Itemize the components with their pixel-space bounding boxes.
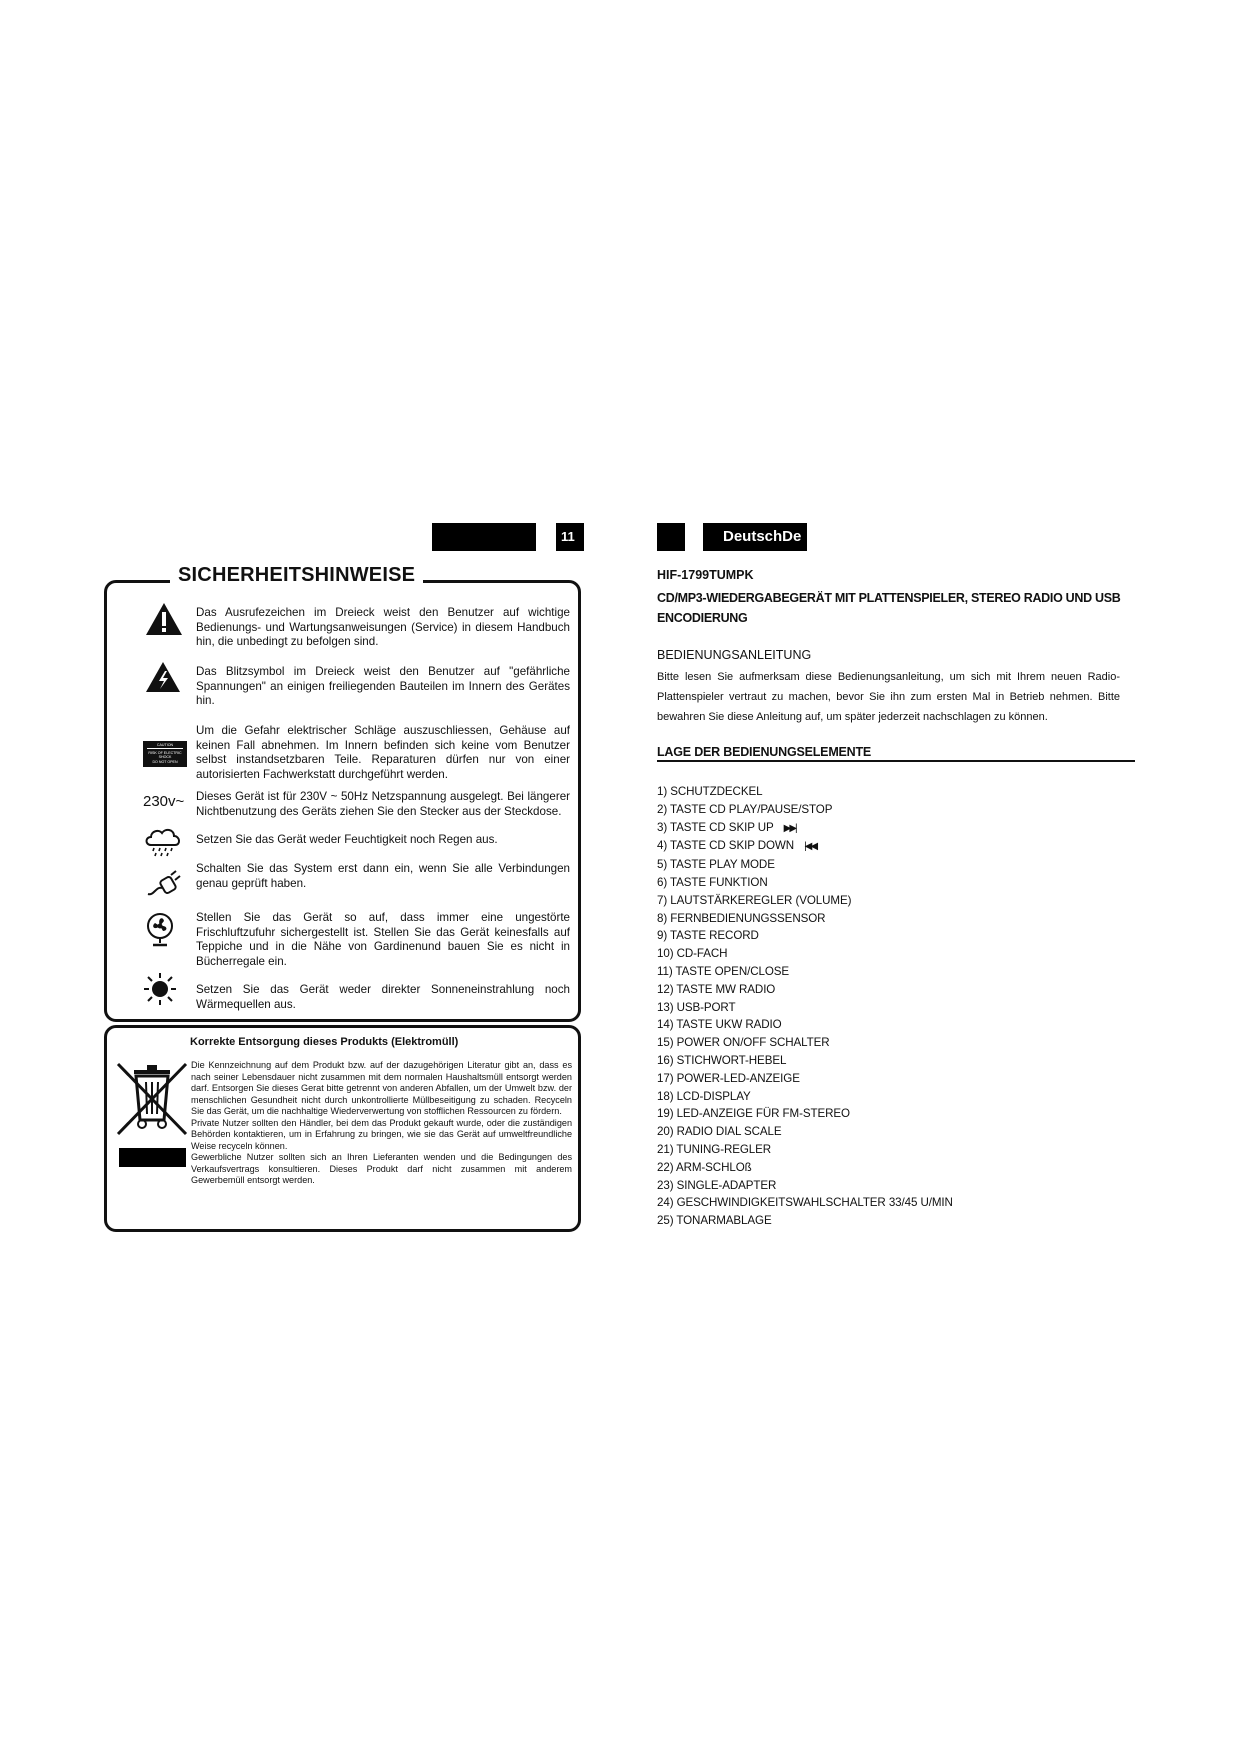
controls-heading: LAGE DER BEDIENUNGSELEMENTE [657,745,1135,762]
skip-down-icon: |◀◀ [804,841,817,853]
lightning-triangle-icon [145,661,181,693]
controls-list [657,783,953,1230]
sun-icon [143,972,177,1006]
safety-item-8: Setzen Sie das Gerät weder direkter Sonneneinstrahlung noch Wärmequellen aus. [196,983,570,1011]
list-item: 25) TONARMABLAGE [657,1214,772,1228]
disposal-title: Korrekte Entsorgung dieses Produkts (Elektromüll) [190,1036,459,1048]
list-item: 24) GESCHWINDIGKEITSWAHLSCHALTER 33/45 U/MIN [657,1196,953,1210]
list-item: 17) POWER-LED-ANZEIGE [657,1071,800,1085]
list-item: 5) TASTE PLAY MODE [657,858,775,872]
plug-icon [144,868,182,898]
safety-item-6: Schalten Sie das System erst dann ein, wenn Sie alle Verbindungen genau geprüft haben. [196,862,570,890]
list-item: 8) FERNBEDIENUNGSSENSOR [657,911,826,925]
safety-item-2: Das Blitzsymbol im Dreieck weist den Benutzer auf "gefährliche Spannungen" an einigen freiliegenden Bauteilen im Innern des Gerätes hin. [196,665,570,708]
intro-paragraph: Bitte lesen Sie aufmerksam diese Bedienungsanleitung, um sich mit Ihrem neuen Radio-Plattenspieler vertraut zu machen, bevor Sie ihn zum ersten Mal in Betrieb nehmen. Bitte bewahren Sie diese Anleitung auf, um später jederzeit nachschlagen zu können. [657,671,1120,723]
skip-up-icon: ▶▶| [783,822,796,834]
list-item: 21) TUNING-REGLER [657,1142,772,1156]
list-item: 16) STICHWORT-HEBEL [657,1053,787,1067]
list-item: 3) TASTE CD SKIP UP ▶▶| [657,820,796,834]
language-label: DeutschDe [723,528,802,545]
caution-label-line3: DO NOT OPEN [152,759,178,764]
safety-item-3: Um die Gefahr elektrischer Schläge auszuschliessen, Gehäuse auf keinen Fall abnehmen. Im Innern befinden sich keine vom Benutzer selbst instandsetzbaren Teile. Reparaturen dürfen nur von einer autorisierten Fachwerkstatt durchgeführt werden. [196,724,570,781]
page-number-badge [556,523,584,551]
list-item: 2) TASTE CD PLAY/PAUSE/STOP [657,802,833,816]
caution-label-line2: RISK OF ELECTRIC SHOCK [148,750,182,760]
list-item: 10) CD-FACH [657,947,728,961]
list-item: 6) TASTE FUNKTION [657,875,768,889]
safety-title: SICHERHEITSHINWEISE [170,564,423,587]
list-item: 15) POWER ON/OFF SCHALTER [657,1036,830,1050]
page-number: 11 [561,529,575,544]
header-left-black-bar [432,523,536,551]
rain-cloud-icon [143,827,183,857]
manual-heading: BEDIENUNGSANLEITUNG [657,648,812,662]
safety-item-4: Dieses Gerät ist für 230V ~ 50Hz Netzspannung ausgelegt. Bei längerer Nichtbenutzung des Geräts ziehen Sie den Stecker aus der Steckdose. [196,790,570,818]
caution-label-line1: CAUTION [147,743,183,749]
language-badge [703,523,807,551]
list-item: 1) SCHUTZDECKEL [657,785,763,798]
list-item: 11) TASTE OPEN/CLOSE [657,964,790,978]
fan-icon [145,912,175,948]
caution-label-icon [143,741,187,767]
header-right-black-square [657,523,685,551]
crossed-bin-icon [114,1060,190,1142]
product-subtitle: CD/MP3-WIEDERGABEGERÄT MIT PLATTENSPIELER, STEREO RADIO UND USB ENCODIERUNG [657,591,1121,625]
bin-black-bar [119,1148,186,1167]
list-item: 4) TASTE CD SKIP DOWN |◀◀ [657,839,817,853]
voltage-icon: 230v~ [143,793,185,810]
exclamation-triangle-icon [145,602,183,636]
safety-item-7: Stellen Sie das Gerät so auf, dass immer eine ungestörte Frischluftzufuhr sichergestellt ist. Stellen Sie das Gerät keinesfalls auf Teppiche und in die Nähe von Gardinenund bauen Sie es nicht in Bücherregale ein. [196,911,570,968]
list-item: 20) RADIO DIAL SCALE [657,1125,782,1139]
disposal-text: Die Kennzeichnung auf dem Produkt bzw. auf der dazugehörigen Literatur gibt an, dass es nach seiner Lebensdauer nicht zusammen mit dem normalen Haushaltsmüll entsorgt werden darf. Entsorgen Sie dieses Gerat bitte getrennt von anderen Abfallen, um der Umwelt bzw. der menschlichen Gesundheit nicht durch unkontrollierte Müllbeseitigung zu schaden. Recyceln Sie das Gerät, um die nachhaltige Wiederverwertung von stofflichen Ressourcen zu fördern. Private Nutzer sollten den Händler, bei dem das Produkt gekauft wurde, oder die zuständigen Behörden kontaktieren, um in Erfahrung zu bringen, wie sie das Gerät auf umweltfreundliche Weise recyceln können. Gewerbliche Nutzer sollten sich an Ihren Lieferanten wenden und die Bedingungen des Verkaufsvertrags konsultieren. Dieses Produkt darf nicht zusammen mit anderem Gewerbemüll entsorgt werden. [191,1060,572,1185]
list-item: 7) LAUTSTÄRKEREGLER (VOLUME) [657,893,852,907]
list-item: 22) ARM-SCHLOß [657,1160,752,1174]
list-item: 19) LED-ANZEIGE FÜR FM-STEREO [657,1107,850,1121]
list-item: 14) TASTE UKW RADIO [657,1018,782,1032]
product-model: HIF-1799TUMPK [657,568,754,582]
list-item: 9) TASTE RECORD [657,929,759,943]
list-item: 23) SINGLE-ADAPTER [657,1178,777,1192]
list-item: 18) LCD-DISPLAY [657,1089,751,1103]
list-item: 13) USB-PORT [657,1000,736,1014]
safety-item-5: Setzen Sie das Gerät weder Feuchtigkeit noch Regen aus. [196,833,498,846]
list-item: 12) TASTE MW RADIO [657,982,776,996]
safety-item-1: Das Ausrufezeichen im Dreieck weist den Benutzer auf wichtige Bedienungs- und Wartungsanweisungen (Service) in diesem Handbuch hin, die unbedingt zu befolgen sind. [196,606,570,649]
